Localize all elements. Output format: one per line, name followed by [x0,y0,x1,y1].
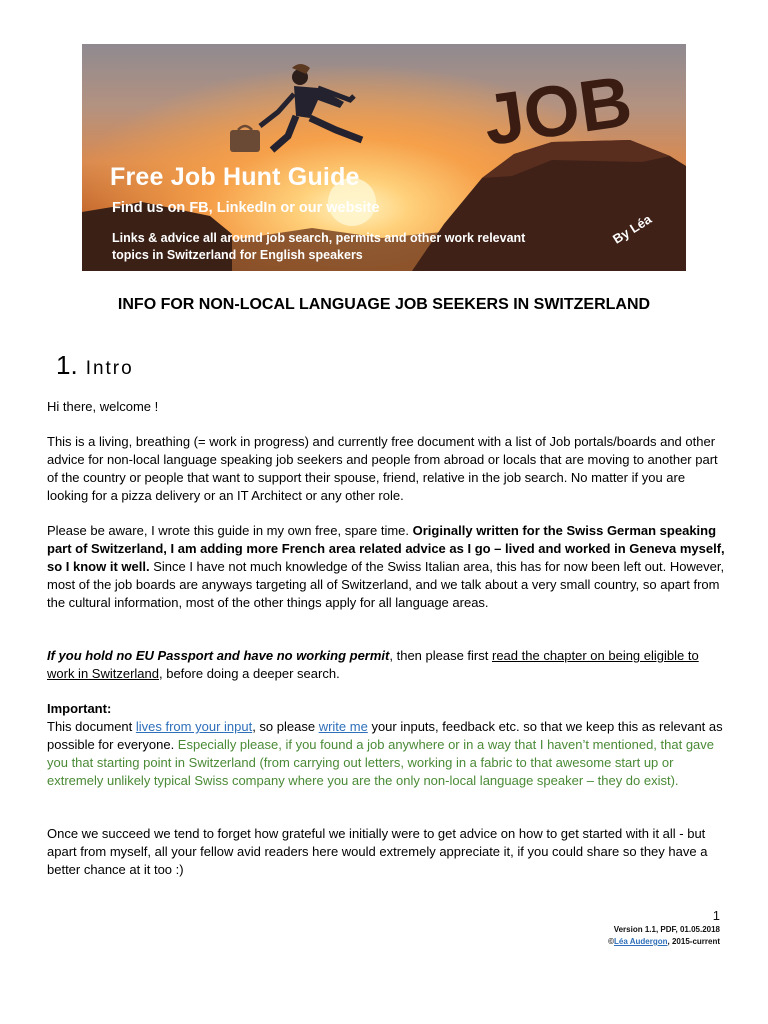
permit-text-end: , before doing a deeper search. [159,666,340,681]
permit-paragraph [47,647,727,683]
page-number: 1 [712,908,720,923]
jumping-woman-icon [230,64,362,152]
feedback-text-3: your inputs, feedback etc. so that we keep this as relevant as possible for everyone. [47,719,723,752]
disclaimer-paragraph [47,522,727,612]
author-link[interactable]: Léa Audergon [614,937,668,946]
feedback-green-text: Especially please, if you found a job anywhere or in a way that I haven’t mentioned, that gave you that starting point in Switzerland (from carrying out letters, working in a fabric to that awesome start up or extremely unlikely typical Swiss company where you are the only non-local language speaker – they do exist). [47,737,715,788]
feedback-paragraph [47,718,727,790]
disclaimer-text: Please be aware, I wrote this guide in my own free, spare time. [47,523,413,538]
intro-paragraph: This is a living, breathing (= work in progress) and currently free document with a list of Job portals/boards and other advice for non-local language speaking job seekers and people from abroad or locals that are moving to another part of the country or people that want to support their spouse, friend, relative in the job search. No matter if you are looking for a pizza delivery or an IT Architect or any other role. [47,434,718,503]
greeting-paragraph: Hi there, welcome ! [47,399,159,414]
copyright-symbol: © [608,937,615,946]
permit-text: , then please first [389,648,492,663]
version-line: Version 1.1, PDF, 01.05.2018 [613,925,720,934]
disclaimer-text-continued: Since I have not much knowledge of the Swiss Italian area, this has for now been left out. However, most of the job boards are anyways targeting all of Switzerland, and we talk about a very small country, so apart from the cultural information, most of the other things apply for all language areas. [47,559,725,610]
permit-bold-italic-text: If you hold no EU Passport and have no working permit [47,648,390,663]
banner-subtitle: Find us on FB, LinkedIn or our website [112,200,380,216]
banner-byline: By Léa [610,211,655,247]
page-footer [608,908,720,948]
feedback-text: This document [47,719,136,734]
input-link[interactable]: lives from your input [135,719,253,734]
banner-title: Free Job Hunt Guide [110,163,360,191]
document-title: INFO FOR NON-LOCAL LANGUAGE JOB SEEKERS IN SWITZERLAND [117,296,651,313]
feedback-text-2: , so please [252,719,319,734]
important-label: Important: [47,701,112,716]
section-number: 1. [56,350,78,380]
copyright-line [608,936,720,948]
eligibility-chapter-link[interactable]: read the chapter on being eligible to work in Switzerland [47,648,699,681]
banner-description: Links & advice all around job search, permits and other work relevant topics in Switzerland for English speakers [112,231,526,262]
job-letters: JOB [478,61,637,162]
closing-paragraph: Once we succeed we tend to forget how grateful we initially were to get advice on how to get started with it all - but apart from myself, all your fellow avid readers here would extremely appreciate it, if you could share so they have a better chance at it too :) [47,826,708,877]
write-me-link[interactable]: write me [318,719,368,734]
header-banner [82,44,686,271]
section-title: Intro [85,358,134,379]
section-heading [56,350,134,381]
disclaimer-bold-text: Originally written for the Swiss German speaking part of Switzerland, I am adding more French area related advice as I go – lived and worked in Geneva myself, so I know it well. [47,523,725,574]
copyright-years: , 2015-current [667,937,720,946]
